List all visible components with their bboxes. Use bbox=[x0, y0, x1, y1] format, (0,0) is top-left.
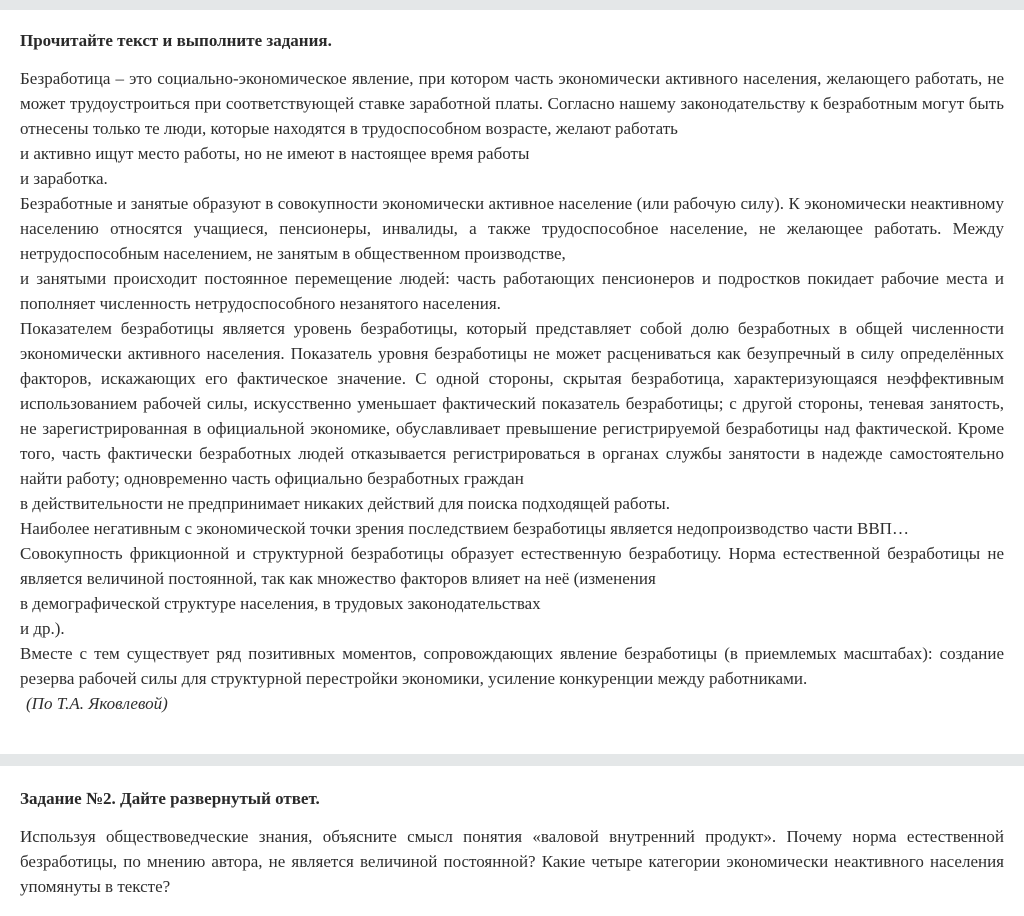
task-heading: Задание №2. Дайте развернутый ответ. bbox=[20, 789, 320, 808]
author-attribution: (По Т.А. Яковлевой) bbox=[26, 694, 168, 713]
top-strip bbox=[0, 0, 1024, 10]
paragraph-3: Показателем безработицы является уровень безработицы, который представляет собой долю безработных в общей численности экономически активного населения. Показатель уровня безработицы не может расцениваться как безупречный в силу определённых факторов, искажающих его фактическое значение. С одной стороны, скрытая безработица, характеризующаяся неэффективным использованием рабочей силы, искусственно уменьшает фактический показатель безработицы; с другой стороны, теневая занятость, не зарегистрированная в официальной экономике, обуславливает превышение регистрируемой безработицы над фактической. Кроме того, часть фактически безработных людей отказывается регистрироваться в органах службы занятости в надежде самостоятельно найти работу; одновременно часть официально безработных граждан bbox=[20, 319, 1004, 488]
paragraph-1-line-b: и активно ищут место работы, но не имеют в настоящее время работы bbox=[20, 144, 530, 163]
paragraph-1-line-c: и заработка. bbox=[20, 169, 108, 188]
paragraph-5-line-b: в демографической структуре населения, в трудовых законодательствах bbox=[20, 594, 541, 613]
paragraph-2-line-b: и занятыми происходит постоянное перемещение людей: часть работающих пенсионеров и подростков покидает рабочие места и пополняет численность нетрудоспособного незанятого населения. bbox=[20, 269, 1004, 313]
paragraph-5-line-c: и др.). bbox=[20, 619, 65, 638]
reading-text-card bbox=[0, 10, 1024, 754]
task-question: Используя обществоведческие знания, объясните смысл понятия «валовой внутренний продукт». Почему норма естественной безработицы, по мнению автора, не является величиной постоянной? Какие четыре категории экономически неактивного населения упомянуты в тексте? bbox=[20, 827, 1004, 896]
reading-instruction-heading: Прочитайте текст и выполните задания. bbox=[20, 31, 332, 50]
paragraph-6: Вместе с тем существует ряд позитивных моментов, сопровождающих явление безработицы (в приемлемых масштабах): создание резерва рабочей силы для структурной перестройки экономики, усиление конкуренции между работниками. bbox=[20, 644, 1004, 688]
paragraph-3-line-b: в действительности не предпринимает никаких действий для поиска подходящей работы. bbox=[20, 494, 670, 513]
paragraph-2: Безработные и занятые образуют в совокупности экономически активное население (или рабочую силу). К экономически неактивному населению относятся учащиеся, пенсионеры, инвалиды, а также трудоспособное население, не желающее работать. Между нетрудоспособным населением, не занятым в общественном производстве, bbox=[20, 194, 1004, 263]
paragraph-1: Безработица – это социально-экономическое явление, при котором часть экономически активного населения, желающего работать, не может трудоустроиться при соответствующей ставке заработной платы. Согласно нашему законодательству к безработным могут быть отнесены только те люди, которые находятся в трудоспособном возрасте, желают работать bbox=[20, 69, 1004, 138]
paragraph-5: Совокупность фрикционной и структурной безработицы образует естественную безработицу. Норма естественной безработицы не является величиной постоянной, так как множество факторов влияет на неё (изменения bbox=[20, 544, 1004, 588]
paragraph-4: Наиболее негативным с экономической точки зрения последствием безработицы является недопроизводство части ВВП… bbox=[20, 519, 909, 538]
card-separator bbox=[0, 754, 1024, 766]
task-card bbox=[0, 766, 1024, 916]
